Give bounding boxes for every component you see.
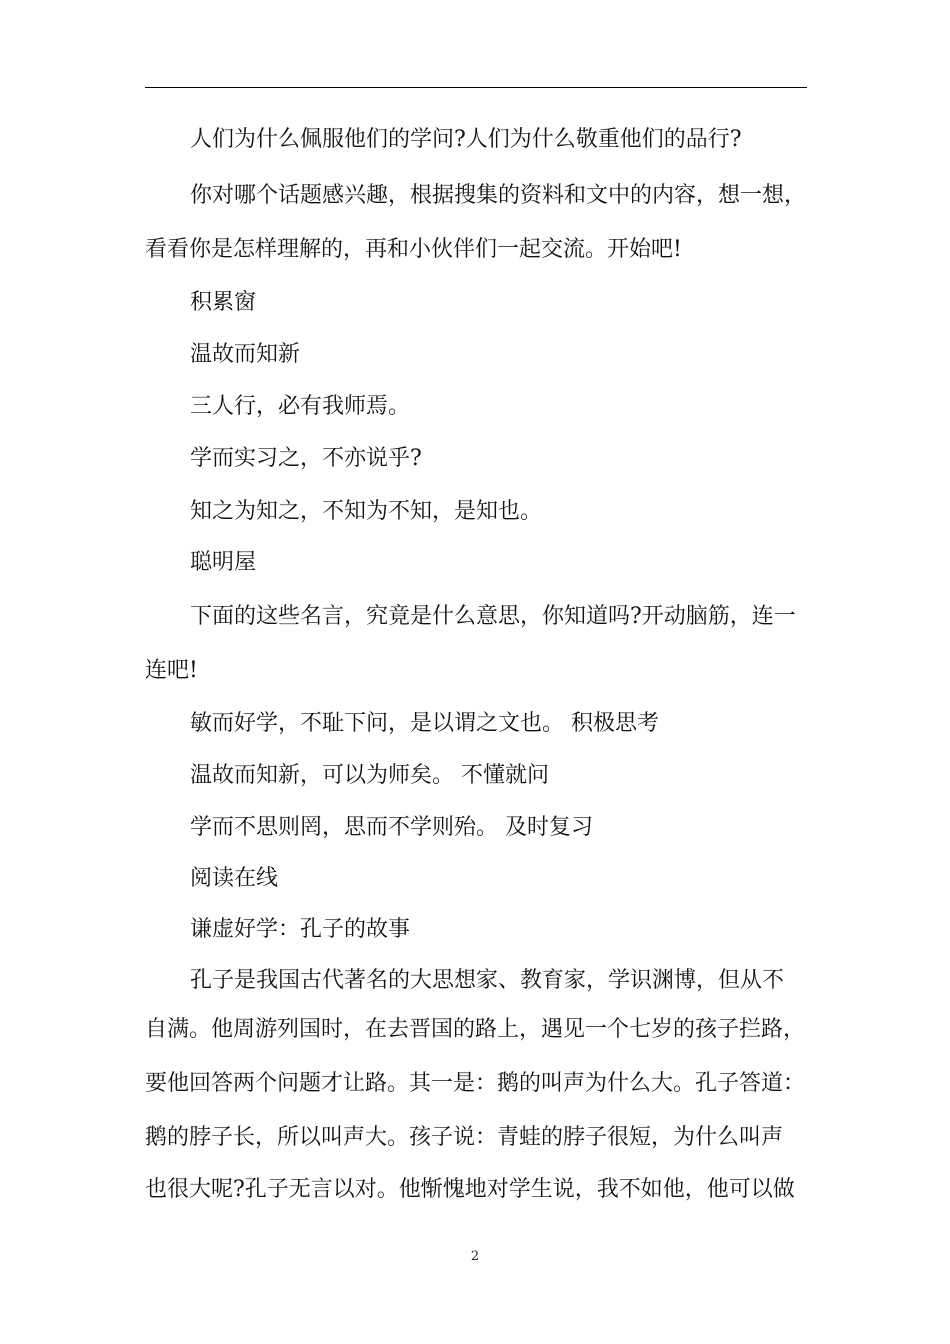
paragraph-line: 敏而好学，不耻下问，是以谓之文也。 积极思考 (190, 711, 659, 736)
paragraph-line: 孔子是我国古代著名的大思想家、教育家，学识渊博，但从不 (190, 968, 785, 993)
page-number: 2 (470, 1249, 480, 1264)
paragraph-line: 知之为知之，不知为不知，是知也。 (190, 499, 543, 524)
paragraph-line: 要他回答两个问题才让路。其一是：鹅的叫声为什么大。孔子答道： (145, 1071, 806, 1096)
paragraph-line: 连吧! (145, 658, 198, 683)
paragraph-line: 自满。他周游列国时，在去晋国的路上，遇见一个七岁的孩子拦路， (145, 1017, 806, 1042)
paragraph-line: 鹅的脖子长，所以叫声大。孩子说：青蛙的脖子很短，为什么叫声 (145, 1125, 784, 1150)
paragraph-line: 你对哪个话题感兴趣，根据搜集的资料和文中的内容，想一想， (190, 183, 807, 208)
paragraph-line: 学而实习之，不亦说乎? (190, 446, 422, 471)
section-heading: 阅读在线 (190, 866, 279, 891)
paragraph-line: 温故而知新 (190, 342, 301, 367)
section-heading: 聪明屋 (190, 550, 257, 575)
paragraph-line: 也很大呢?孔子无言以对。他惭愧地对学生说，我不如他，他可以做 (145, 1177, 795, 1202)
paragraph-line: 下面的这些名言，究竟是什么意思，你知道吗?开动脑筋，连一 (190, 604, 796, 629)
paragraph-line: 人们为什么佩服他们的学问?人们为什么敬重他们的品行? (190, 127, 742, 152)
section-heading: 积累窗 (190, 290, 257, 315)
paragraph-line: 看看你是怎样理解的，再和小伙伴们一起交流。开始吧! (145, 237, 682, 262)
paragraph-line: 温故而知新，可以为师矣。 不懂就问 (190, 763, 549, 788)
header-rule (145, 87, 807, 88)
paragraph-line: 三人行，必有我师焉。 (190, 394, 411, 419)
paragraph-line: 谦虚好学：孔子的故事 (190, 917, 411, 942)
paragraph-line: 学而不思则罔，思而不学则殆。 及时复习 (190, 815, 593, 840)
